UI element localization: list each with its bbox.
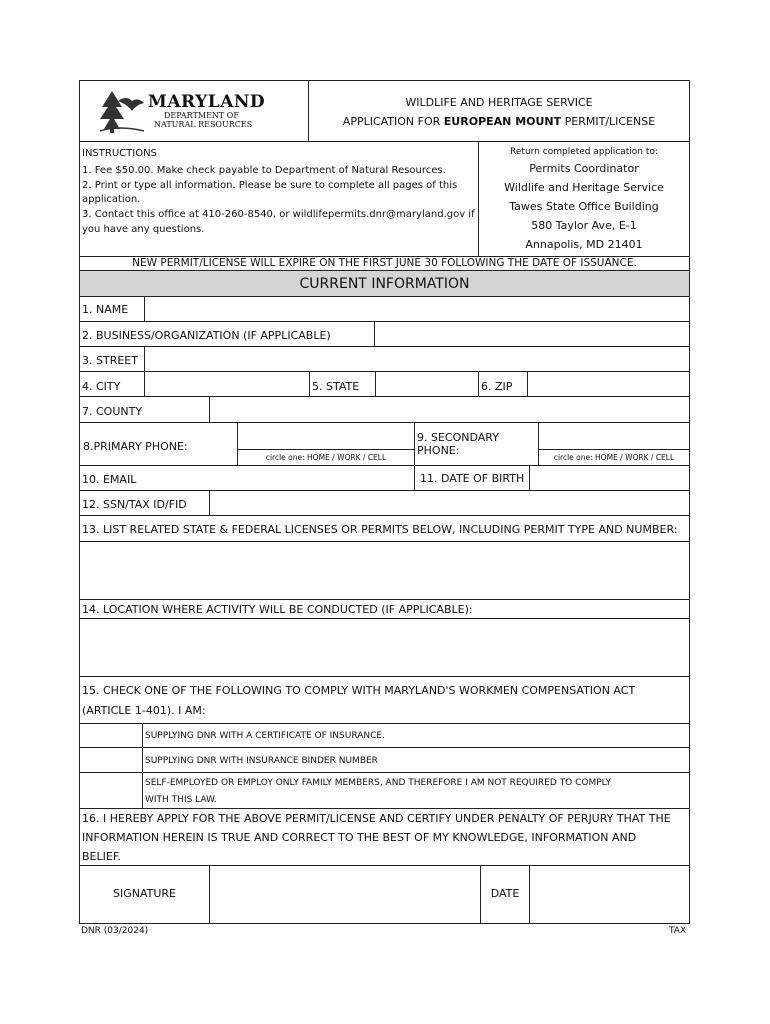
option-binder-label: SUPPLYING DNR WITH INSURANCE BINDER NUMBER <box>145 756 378 766</box>
return-address-box <box>478 141 690 257</box>
primary-phone-value-cell <box>237 422 415 450</box>
county-label-cell <box>79 396 210 423</box>
licenses-input[interactable] <box>80 542 689 599</box>
form-id: DNR (03/2024) <box>81 926 149 936</box>
licenses-label: 13. LIST RELATED STATE & FEDERAL LICENSES OR PERMITS BELOW, INCLUDING PERMIT TYPE AND NUMBER: <box>82 523 678 536</box>
return-org: Wildlife and Heritage Service <box>504 181 664 194</box>
instruction-3-cont: you have any questions. <box>82 224 205 235</box>
instruction-3: 3. Contact this office at 410-260-8540, or wildlifepermits.dnr@maryland.gov if <box>82 209 475 220</box>
instructions-title: INSTRUCTIONS <box>82 148 157 159</box>
footer-code: TAX <box>669 926 687 936</box>
primary-phone-type-cell <box>237 449 415 466</box>
date-label-cell <box>480 865 530 924</box>
location-label-cell <box>79 599 690 619</box>
dob-label: 11. DATE OF BIRTH <box>420 472 525 485</box>
city-value-cell <box>144 371 310 397</box>
instruction-2-cont: application. <box>82 194 141 205</box>
option-self-employed-label: SELF-EMPLOYED OR EMPLOY ONLY FAMILY MEMBERS, AND THEREFORE I AM NOT REQUIRED TO COMPLY <box>145 778 611 788</box>
signature-value-cell <box>209 865 481 924</box>
application-title-bold: EUROPEAN MOUNT <box>443 115 562 128</box>
secondary-phone-label-cell <box>414 422 539 466</box>
ssn-label-cell <box>79 490 210 516</box>
dob-input[interactable] <box>530 466 689 490</box>
expiry-notice-text: NEW PERMIT/LICENSE WILL EXPIRE ON THE FIRST JUNE 30 FOLLOWING THE DATE OF ISSUANCE. <box>132 257 637 269</box>
email-cell <box>79 465 415 491</box>
street-label-cell <box>79 346 145 372</box>
secondary-phone-label-cont: PHONE: <box>417 444 460 457</box>
logo-subtitle-2: NATURAL RESOURCES <box>154 120 253 129</box>
workmen-comp-line-1: 15. CHECK ONE OF THE FOLLOWING TO COMPLY WITH MARYLAND'S WORKMEN COMPENSATION ACT <box>82 684 636 697</box>
option-self-employed-cell <box>142 772 690 809</box>
option-certificate-label: SUPPLYING DNR WITH A CERTIFICATE OF INSURANCE. <box>145 731 385 741</box>
city-label: 4. CITY <box>82 380 121 393</box>
county-input[interactable] <box>210 397 689 422</box>
email-input[interactable] <box>142 466 414 490</box>
location-value-cell <box>79 618 690 677</box>
county-value-cell <box>209 396 690 423</box>
county-label: 7. COUNTY <box>82 405 143 418</box>
name-value-cell <box>144 296 690 322</box>
logo-title: MARYLAND <box>148 92 266 112</box>
name-label-cell <box>79 296 145 322</box>
state-label-cell <box>309 371 376 397</box>
primary-phone-label: 8.PRIMARY PHONE: <box>83 440 188 453</box>
certification-line-2: INFORMATION HEREIN IS TRUE AND CORRECT TO THE BEST OF MY KNOWLEDGE, INFORMATION AND <box>82 831 637 844</box>
return-name: Permits Coordinator <box>529 162 639 175</box>
title-box <box>308 80 690 142</box>
secondary-phone-circle-one: circle one: HOME / WORK / CELL <box>553 453 675 462</box>
option-binder-cell <box>142 747 690 773</box>
application-form <box>79 80 690 923</box>
ssn-label: 12. SSN/TAX ID/FID <box>82 498 187 511</box>
name-input[interactable] <box>145 297 689 321</box>
business-label-cell <box>79 321 375 347</box>
name-label: 1. NAME <box>82 303 129 316</box>
city-input[interactable] <box>145 372 309 396</box>
option-certificate-cell <box>142 723 690 748</box>
state-input[interactable] <box>376 372 478 396</box>
service-title: WILDLIFE AND HERITAGE SERVICE <box>405 96 593 109</box>
email-label: 10. EMAIL <box>82 473 137 486</box>
instructions-box <box>79 141 479 257</box>
date-value-cell <box>529 865 690 924</box>
signature-label: SIGNATURE <box>112 887 176 900</box>
workmen-comp-line-2: (ARTICLE 1-401). I AM: <box>82 704 206 717</box>
logo-box <box>79 80 309 142</box>
state-label: 5. STATE <box>312 380 360 393</box>
workmen-comp-header <box>79 676 690 724</box>
section-header <box>79 270 690 297</box>
location-input[interactable] <box>80 619 689 676</box>
secondary-phone-input[interactable] <box>539 423 689 449</box>
business-input[interactable] <box>375 322 689 346</box>
primary-phone-label-cell <box>79 422 238 466</box>
zip-label: 6. ZIP <box>481 380 513 393</box>
secondary-phone-type-cell <box>538 449 690 466</box>
street-input[interactable] <box>145 347 689 371</box>
zip-value-cell <box>527 371 690 397</box>
state-value-cell <box>375 371 479 397</box>
street-value-cell <box>144 346 690 372</box>
location-label: 14. LOCATION WHERE ACTIVITY WILL BE CONDUCTED (IF APPLICABLE): <box>82 603 473 616</box>
zip-input[interactable] <box>528 372 689 396</box>
expiry-notice <box>79 256 690 271</box>
instruction-1: 1. Fee $50.00. Make check payable to Department of Natural Resources. <box>82 165 446 176</box>
return-building: Tawes State Office Building <box>509 200 659 213</box>
primary-phone-circle-one: circle one: HOME / WORK / CELL <box>265 453 387 462</box>
ssn-value-cell <box>209 490 690 516</box>
business-value-cell <box>374 321 690 347</box>
tree-logo-icon <box>98 87 146 135</box>
signature-input[interactable] <box>210 866 480 923</box>
certification-box <box>79 808 690 866</box>
return-city: Annapolis, MD 21401 <box>525 238 643 251</box>
section-title: CURRENT INFORMATION <box>299 276 470 292</box>
logo-subtitle-1: DEPARTMENT OF <box>164 111 239 120</box>
return-heading: Return completed application to: <box>510 147 658 157</box>
signature-label-cell <box>79 865 210 924</box>
application-title-suffix: PERMIT/LICENSE <box>561 115 656 128</box>
city-label-cell <box>79 371 145 397</box>
application-title-prefix: APPLICATION FOR <box>342 115 444 128</box>
secondary-phone-label: 9. SECONDARY <box>417 431 499 444</box>
dob-value-cell <box>529 465 690 491</box>
checkbox-insurance-binder[interactable] <box>79 747 143 773</box>
dob-label-cell <box>414 465 530 491</box>
certification-line-3: BELIEF. <box>82 850 121 863</box>
checkbox-certificate-of-insurance[interactable] <box>79 723 143 748</box>
licenses-value-cell <box>79 541 690 600</box>
ssn-input[interactable] <box>210 491 689 515</box>
date-input[interactable] <box>530 866 689 923</box>
street-label: 3. STREET <box>82 354 138 367</box>
date-label: DATE <box>490 887 520 900</box>
application-title <box>309 115 689 129</box>
secondary-phone-value-cell <box>538 422 690 450</box>
return-street: 580 Taylor Ave, E-1 <box>531 219 637 232</box>
primary-phone-input[interactable] <box>238 423 414 449</box>
checkbox-self-employed[interactable] <box>79 772 143 809</box>
zip-label-cell <box>478 371 528 397</box>
insurance-binder-number-input[interactable] <box>413 748 689 772</box>
instruction-2: 2. Print or type all information. Please be sure to complete all pages of this <box>82 180 458 191</box>
certification-line-1: 16. I HEREBY APPLY FOR THE ABOVE PERMIT/LICENSE AND CERTIFY UNDER PENALTY OF PERJURY THAT THE <box>82 812 671 825</box>
business-label: 2. BUSINESS/ORGANIZATION (IF APPLICABLE) <box>82 329 331 342</box>
licenses-label-cell <box>79 515 690 542</box>
option-self-employed-label-cont: WITH THIS LAW. <box>145 795 217 805</box>
